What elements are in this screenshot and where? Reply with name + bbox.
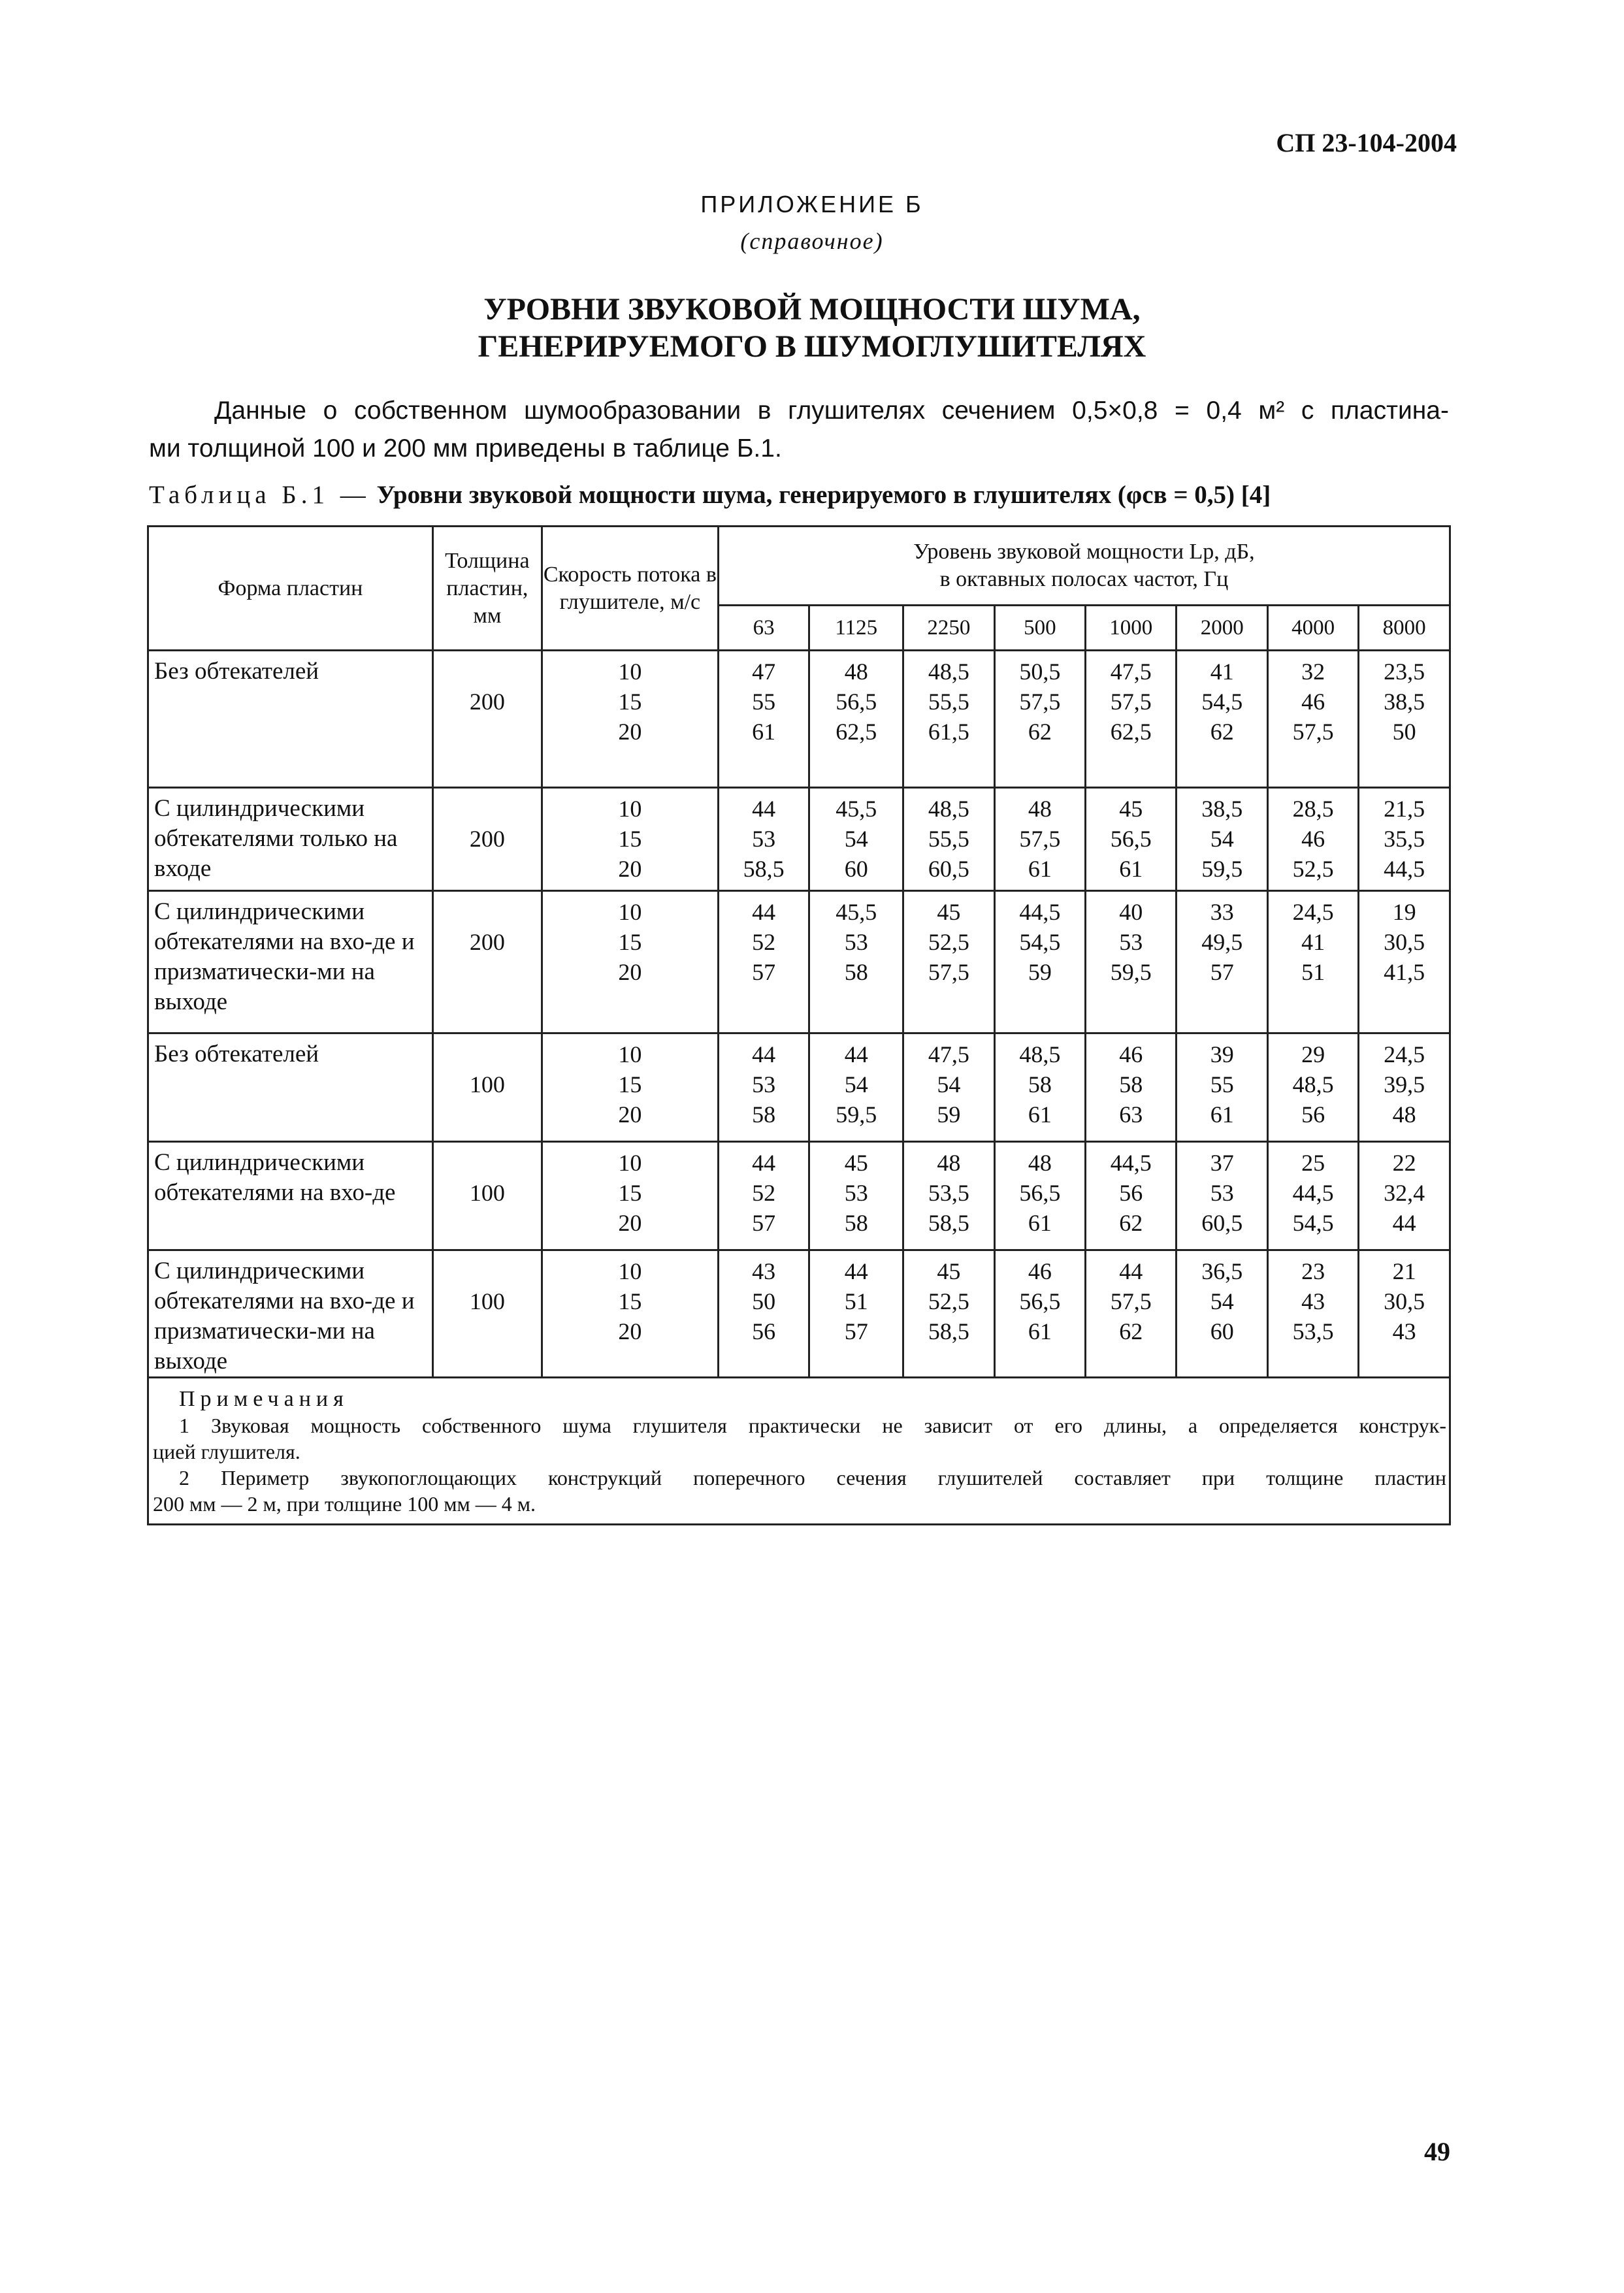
- sound-level-value: 59,5: [1110, 959, 1152, 985]
- sound-level-cell: [1086, 1250, 1177, 1378]
- plate-form-cell: Без обтекателей: [148, 651, 433, 788]
- sound-level-value: 53: [752, 826, 776, 852]
- sound-level-value: 54,5: [1019, 929, 1061, 955]
- sound-level-value: 60: [1210, 1318, 1234, 1344]
- sound-level-value: 54,5: [1292, 1210, 1334, 1236]
- sound-level-value: 44,5: [1110, 1150, 1152, 1176]
- sound-level-value: 61: [752, 719, 776, 745]
- table-row: [148, 1250, 1450, 1378]
- flow-speed-cell: [542, 1250, 718, 1378]
- sound-level-value: 43: [1301, 1288, 1325, 1314]
- sound-level-cell: [809, 1033, 903, 1142]
- sound-level-value: 44: [844, 1041, 868, 1067]
- sound-level-value: 46: [1301, 826, 1325, 852]
- sound-level-cell: [718, 651, 809, 788]
- sound-level-value: 23: [1301, 1258, 1325, 1284]
- sound-level-value: 59,5: [1201, 856, 1243, 882]
- sound-level-value: 54: [844, 1071, 868, 1098]
- sound-level-value: 53: [752, 1071, 776, 1098]
- note-1-line-1: 1 Звуковая мощность собственного шума глушителя практически не зависит от его длины, а определяется конструк-: [179, 1414, 1446, 1437]
- sound-level-cell: [1359, 788, 1450, 891]
- sound-level-cell: [903, 788, 994, 891]
- sound-level-value: 55: [752, 689, 776, 715]
- sound-level-cell: [1267, 788, 1358, 891]
- frequency-header: 63: [718, 606, 809, 651]
- flow-speed-value: 15: [618, 689, 642, 715]
- plate-form-cell: С цилиндрическими обтекателями на вхо-де и призматически-ми на выходе: [148, 891, 433, 1033]
- sound-level-value: 53: [1210, 1180, 1234, 1206]
- sound-level-cell: [903, 1033, 994, 1142]
- sound-level-value: 59: [1028, 959, 1052, 985]
- table-row: [148, 1033, 1450, 1142]
- sound-level-value: 54: [937, 1071, 961, 1098]
- sound-level-cell: [1359, 1142, 1450, 1250]
- sound-level-value: 21,5: [1384, 796, 1425, 822]
- plate-thickness-cell: 100: [432, 1142, 542, 1250]
- appendix-subtitle: (справочное): [740, 228, 884, 254]
- flow-speed-cell: [542, 1033, 718, 1142]
- sound-level-value: 39: [1210, 1041, 1234, 1067]
- sound-level-cell: [1267, 891, 1358, 1033]
- sound-level-cell: [1267, 1142, 1358, 1250]
- header-speed: Скорость потока в глушителе, м/с: [542, 527, 718, 651]
- sound-level-cell: [994, 1033, 1085, 1142]
- frequency-header: 4000: [1267, 606, 1358, 651]
- sound-level-value: 37: [1210, 1150, 1234, 1176]
- sound-level-value: 30,5: [1384, 929, 1425, 955]
- flow-speed-value: 15: [618, 826, 642, 852]
- flow-speed-cell: [542, 788, 718, 891]
- sound-level-value: 61: [1210, 1101, 1234, 1128]
- sound-level-cell: [994, 651, 1085, 788]
- sound-level-value: 32: [1301, 659, 1325, 685]
- sound-level-value: 57: [752, 1210, 776, 1236]
- sound-level-value: 48: [1028, 796, 1052, 822]
- plate-thickness-cell: 100: [432, 1033, 542, 1142]
- sound-level-value: 21: [1392, 1258, 1416, 1284]
- flow-speed-value: 15: [618, 1180, 642, 1206]
- sound-level-value: 38,5: [1201, 796, 1243, 822]
- sound-level-value: 52: [752, 929, 776, 955]
- sound-level-value: 48,5: [1019, 1041, 1061, 1067]
- plate-thickness-cell: 100: [432, 1250, 542, 1378]
- table-row: [148, 788, 1450, 891]
- table-caption: [149, 480, 1462, 510]
- flow-speed-value: 20: [618, 1101, 642, 1128]
- sound-level-value: 25: [1301, 1150, 1325, 1176]
- flow-speed-value: 15: [618, 1288, 642, 1314]
- page-title: [0, 291, 1624, 365]
- note-2-line-1: 2 Периметр звукопоглощающих конструкций поперечного сечения глушителей составляет при толщине пластин: [179, 1466, 1446, 1489]
- sound-level-value: 48,5: [928, 659, 969, 685]
- sound-level-value: 58,5: [928, 1210, 969, 1236]
- sound-level-value: 44: [844, 1258, 868, 1284]
- intro-paragraph: [149, 392, 1449, 468]
- sound-level-value: 57,5: [1292, 719, 1334, 745]
- sound-level-cell: [809, 891, 903, 1033]
- sound-level-value: 53: [844, 1180, 868, 1206]
- sound-level-value: 52: [752, 1180, 776, 1206]
- sound-level-value: 52,5: [928, 1288, 969, 1314]
- sound-level-value: 54: [844, 826, 868, 852]
- sound-level-value: 58: [1028, 1071, 1052, 1098]
- flow-speed-value: 20: [618, 856, 642, 882]
- sound-level-value: 53: [1119, 929, 1143, 955]
- sound-level-cell: [903, 891, 994, 1033]
- flow-speed-value: 20: [618, 959, 642, 985]
- sound-level-value: 61: [1028, 856, 1052, 882]
- sound-level-value: 46: [1119, 1041, 1143, 1067]
- table-row: [148, 1142, 1450, 1250]
- sound-level-value: 50: [1392, 719, 1416, 745]
- sound-level-value: 36,5: [1201, 1258, 1243, 1284]
- sound-level-value: 58,5: [928, 1318, 969, 1344]
- page-number: 49: [1424, 2137, 1450, 2166]
- sound-level-value: 47: [752, 659, 776, 685]
- sound-level-value: 57: [1210, 959, 1234, 985]
- title-line-1: УРОВНИ ЗВУКОВОЙ МОЩНОСТИ ШУМА,: [483, 292, 1141, 327]
- sound-level-value: 56: [1119, 1180, 1143, 1206]
- flow-speed-value: 20: [618, 1318, 642, 1344]
- flow-speed-cell: [542, 1142, 718, 1250]
- table-row: [148, 651, 1450, 788]
- sound-level-value: 51: [844, 1288, 868, 1314]
- sound-level-value: 47,5: [1110, 659, 1152, 685]
- sound-level-cell: [994, 1142, 1085, 1250]
- sound-level-value: 44: [752, 796, 776, 822]
- sound-level-value: 57,5: [1110, 689, 1152, 715]
- sound-level-value: 44: [752, 1041, 776, 1067]
- sound-level-value: 57,5: [1019, 826, 1061, 852]
- sound-level-value: 56: [1301, 1101, 1325, 1128]
- sound-level-value: 54: [1210, 1288, 1234, 1314]
- plate-form-cell: С цилиндрическими обтекателями только на входе: [148, 788, 433, 891]
- sound-level-cell: [1359, 891, 1450, 1033]
- flow-speed-cell: [542, 891, 718, 1033]
- sound-level-value: 62: [1028, 719, 1052, 745]
- sound-level-cell: [994, 1250, 1085, 1378]
- sound-level-value: 56,5: [1019, 1180, 1061, 1206]
- sound-level-value: 56,5: [1019, 1288, 1061, 1314]
- sound-level-value: 57: [844, 1318, 868, 1344]
- sound-level-value: 62,5: [1110, 719, 1152, 745]
- sound-level-value: 44,5: [1292, 1180, 1334, 1206]
- sound-level-cell: [809, 1142, 903, 1250]
- sound-level-value: 45: [937, 1258, 961, 1284]
- sound-level-value: 24,5: [1384, 1041, 1425, 1067]
- sound-level-cell: [903, 1142, 994, 1250]
- sound-level-value: 60,5: [1201, 1210, 1243, 1236]
- sound-level-value: 57,5: [1110, 1288, 1152, 1314]
- plate-thickness-cell: 200: [432, 891, 542, 1033]
- sound-level-value: 47,5: [928, 1041, 969, 1067]
- sound-level-value: 29: [1301, 1041, 1325, 1067]
- sound-level-value: 50,5: [1019, 659, 1061, 685]
- sound-level-value: 60,5: [928, 856, 969, 882]
- flow-speed-value: 10: [618, 899, 642, 925]
- sound-level-value: 44: [752, 899, 776, 925]
- sound-level-cell: [1086, 651, 1177, 788]
- sound-level-value: 45: [1119, 796, 1143, 822]
- sound-level-value: 46: [1028, 1258, 1052, 1284]
- sound-level-value: 51: [1301, 959, 1325, 985]
- sound-level-cell: [1359, 1250, 1450, 1378]
- sound-level-value: 62: [1119, 1318, 1143, 1344]
- sound-level-value: 53,5: [928, 1180, 969, 1206]
- noise-level-table: [147, 525, 1451, 1525]
- sound-level-value: 56,5: [1110, 826, 1152, 852]
- sound-level-value: 41,5: [1384, 959, 1425, 985]
- header-sound-level-line-2: в октавных полосах частот, Гц: [939, 567, 1229, 591]
- sound-level-cell: [903, 651, 994, 788]
- sound-level-cell: [1086, 788, 1177, 891]
- sound-level-value: 59,5: [836, 1101, 877, 1128]
- sound-level-value: 22: [1392, 1150, 1416, 1176]
- sound-level-cell: [1177, 651, 1267, 788]
- intro-line-1: Данные о собственном шумообразовании в глушителях сечением 0,5×0,8 = 0,4 м² с пластина-: [214, 397, 1449, 425]
- sound-level-cell: [718, 1142, 809, 1250]
- plate-thickness-cell: 200: [432, 651, 542, 788]
- sound-level-value: 44,5: [1019, 899, 1061, 925]
- sound-level-cell: [1177, 1033, 1267, 1142]
- sound-level-cell: [1177, 1250, 1267, 1378]
- sound-level-cell: [994, 788, 1085, 891]
- sound-level-value: 32,4: [1384, 1180, 1425, 1206]
- sound-level-value: 33: [1210, 899, 1234, 925]
- flow-speed-value: 20: [618, 719, 642, 745]
- notes-heading: Примечания: [179, 1387, 349, 1411]
- sound-level-value: 61: [1119, 856, 1143, 882]
- sound-level-value: 57,5: [1019, 689, 1061, 715]
- sound-level-value: 23,5: [1384, 659, 1425, 685]
- note-1-line-2: цией глушителя.: [153, 1440, 300, 1463]
- sound-level-value: 62,5: [836, 719, 877, 745]
- flow-speed-value: 15: [618, 1071, 642, 1098]
- plate-form-cell: С цилиндрическими обтекателями на вхо-де и призматически-ми на выходе: [148, 1250, 433, 1378]
- sound-level-value: 24,5: [1292, 899, 1334, 925]
- sound-level-value: 52,5: [1292, 856, 1334, 882]
- flow-speed-value: 15: [618, 929, 642, 955]
- sound-level-value: 30,5: [1384, 1288, 1425, 1314]
- sound-level-value: 38,5: [1384, 689, 1425, 715]
- sound-level-value: 48,5: [1292, 1071, 1334, 1098]
- sound-level-cell: [1267, 1033, 1358, 1142]
- sound-level-value: 46: [1301, 689, 1325, 715]
- sound-level-cell: [1177, 1142, 1267, 1250]
- sound-level-cell: [718, 1250, 809, 1378]
- sound-level-value: 60: [844, 856, 868, 882]
- sound-level-value: 61: [1028, 1101, 1052, 1128]
- flow-speed-value: 10: [618, 1150, 642, 1176]
- sound-level-value: 58: [844, 959, 868, 985]
- sound-level-value: 53,5: [1292, 1318, 1334, 1344]
- sound-level-value: 35,5: [1384, 826, 1425, 852]
- sound-level-value: 55: [1210, 1071, 1234, 1098]
- sound-level-value: 58: [1119, 1071, 1143, 1098]
- sound-level-cell: [718, 788, 809, 891]
- sound-level-value: 56,5: [836, 689, 877, 715]
- sound-level-value: 58: [844, 1210, 868, 1236]
- sound-level-value: 44,5: [1384, 856, 1425, 882]
- sound-level-value: 48: [937, 1150, 961, 1176]
- sound-level-value: 45: [844, 1150, 868, 1176]
- frequency-header: 500: [994, 606, 1085, 651]
- sound-level-value: 40: [1119, 899, 1143, 925]
- frequency-header: 2000: [1177, 606, 1267, 651]
- sound-level-value: 50: [752, 1288, 776, 1314]
- sound-level-cell: [1359, 651, 1450, 788]
- sound-level-value: 44: [1392, 1210, 1416, 1236]
- sound-level-value: 45: [937, 899, 961, 925]
- sound-level-cell: [718, 891, 809, 1033]
- header-sound-level: [718, 527, 1450, 606]
- frequency-header: 2250: [903, 606, 994, 651]
- sound-level-value: 55,5: [928, 689, 969, 715]
- sound-level-value: 54: [1210, 826, 1234, 852]
- sound-level-cell: [809, 1250, 903, 1378]
- plate-form-cell: Без обтекателей: [148, 1033, 433, 1142]
- sound-level-cell: [1267, 1250, 1358, 1378]
- sound-level-cell: [994, 891, 1085, 1033]
- plate-form-cell: С цилиндрическими обтекателями на вхо-де: [148, 1142, 433, 1250]
- sound-level-value: 61: [1028, 1210, 1052, 1236]
- sound-level-cell: [718, 1033, 809, 1142]
- sound-level-value: 57: [752, 959, 776, 985]
- sound-level-cell: [1177, 788, 1267, 891]
- sound-level-value: 54,5: [1201, 689, 1243, 715]
- sound-level-value: 41: [1301, 929, 1325, 955]
- sound-level-value: 63: [1119, 1101, 1143, 1128]
- sound-level-value: 48: [1028, 1150, 1052, 1176]
- header-form: Форма пластин: [148, 527, 433, 651]
- sound-level-value: 48,5: [928, 796, 969, 822]
- sound-level-value: 55,5: [928, 826, 969, 852]
- sound-level-cell: [809, 788, 903, 891]
- intro-line-2: ми толщиной 100 и 200 мм приведены в таблице Б.1.: [149, 434, 782, 463]
- table-caption-title: Уровни звуковой мощности шума, генерируемого в глушителях (φсв = 0,5) [4]: [376, 481, 1271, 509]
- frequency-header: 1000: [1086, 606, 1177, 651]
- flow-speed-value: 10: [618, 1258, 642, 1284]
- appendix-label: ПРИЛОЖЕНИЕ Б: [700, 191, 924, 218]
- flow-speed-value: 20: [618, 1210, 642, 1236]
- flow-speed-value: 10: [618, 1041, 642, 1067]
- sound-level-cell: [1086, 1033, 1177, 1142]
- sound-level-value: 52,5: [928, 929, 969, 955]
- header-thickness: Толщина пластин, мм: [432, 527, 542, 651]
- sound-level-value: 28,5: [1292, 796, 1334, 822]
- sound-level-cell: [1086, 1142, 1177, 1250]
- sound-level-cell: [1267, 651, 1358, 788]
- sound-level-value: 48: [1392, 1101, 1416, 1128]
- sound-level-value: 57,5: [928, 959, 969, 985]
- note-2-line-2: 200 мм — 2 м, при толщине 100 мм — 4 м.: [153, 1492, 536, 1516]
- plate-thickness-cell: 200: [432, 788, 542, 891]
- sound-level-value: 58: [752, 1101, 776, 1128]
- flow-speed-value: 10: [618, 796, 642, 822]
- sound-level-value: 62: [1210, 719, 1234, 745]
- sound-level-value: 39,5: [1384, 1071, 1425, 1098]
- sound-level-value: 61,5: [928, 719, 969, 745]
- table-caption-label: Таблица Б.1 —: [149, 481, 370, 509]
- sound-level-value: 58,5: [743, 856, 785, 882]
- flow-speed-cell: [542, 651, 718, 788]
- sound-level-value: 19: [1392, 899, 1416, 925]
- table-notes: [148, 1378, 1450, 1525]
- sound-level-value: 56: [752, 1318, 776, 1344]
- table-body: [148, 651, 1450, 1378]
- title-line-2: ГЕНЕРИРУЕМОГО В ШУМОГЛУШИТЕЛЯХ: [478, 329, 1146, 364]
- sound-level-value: 41: [1210, 659, 1234, 685]
- document-code: СП 23-104-2004: [1276, 128, 1457, 157]
- sound-level-value: 62: [1119, 1210, 1143, 1236]
- sound-level-cell: [1177, 891, 1267, 1033]
- sound-level-cell: [1086, 891, 1177, 1033]
- sound-level-cell: [903, 1250, 994, 1378]
- sound-level-value: 61: [1028, 1318, 1052, 1344]
- flow-speed-value: 10: [618, 659, 642, 685]
- sound-level-value: 48: [844, 659, 868, 685]
- sound-level-value: 44: [752, 1150, 776, 1176]
- sound-level-value: 43: [752, 1258, 776, 1284]
- sound-level-value: 44: [1119, 1258, 1143, 1284]
- header-sound-level-line-1: Уровень звуковой мощности Lр, дБ,: [913, 540, 1255, 564]
- sound-level-value: 59: [937, 1101, 961, 1128]
- sound-level-value: 45,5: [836, 899, 877, 925]
- sound-level-cell: [809, 651, 903, 788]
- sound-level-value: 53: [844, 929, 868, 955]
- sound-level-value: 45,5: [836, 796, 877, 822]
- frequency-header: 8000: [1359, 606, 1450, 651]
- sound-level-value: 49,5: [1201, 929, 1243, 955]
- sound-level-value: 43: [1392, 1318, 1416, 1344]
- frequency-header: 1125: [809, 606, 903, 651]
- sound-level-cell: [1359, 1033, 1450, 1142]
- table-row: [148, 891, 1450, 1033]
